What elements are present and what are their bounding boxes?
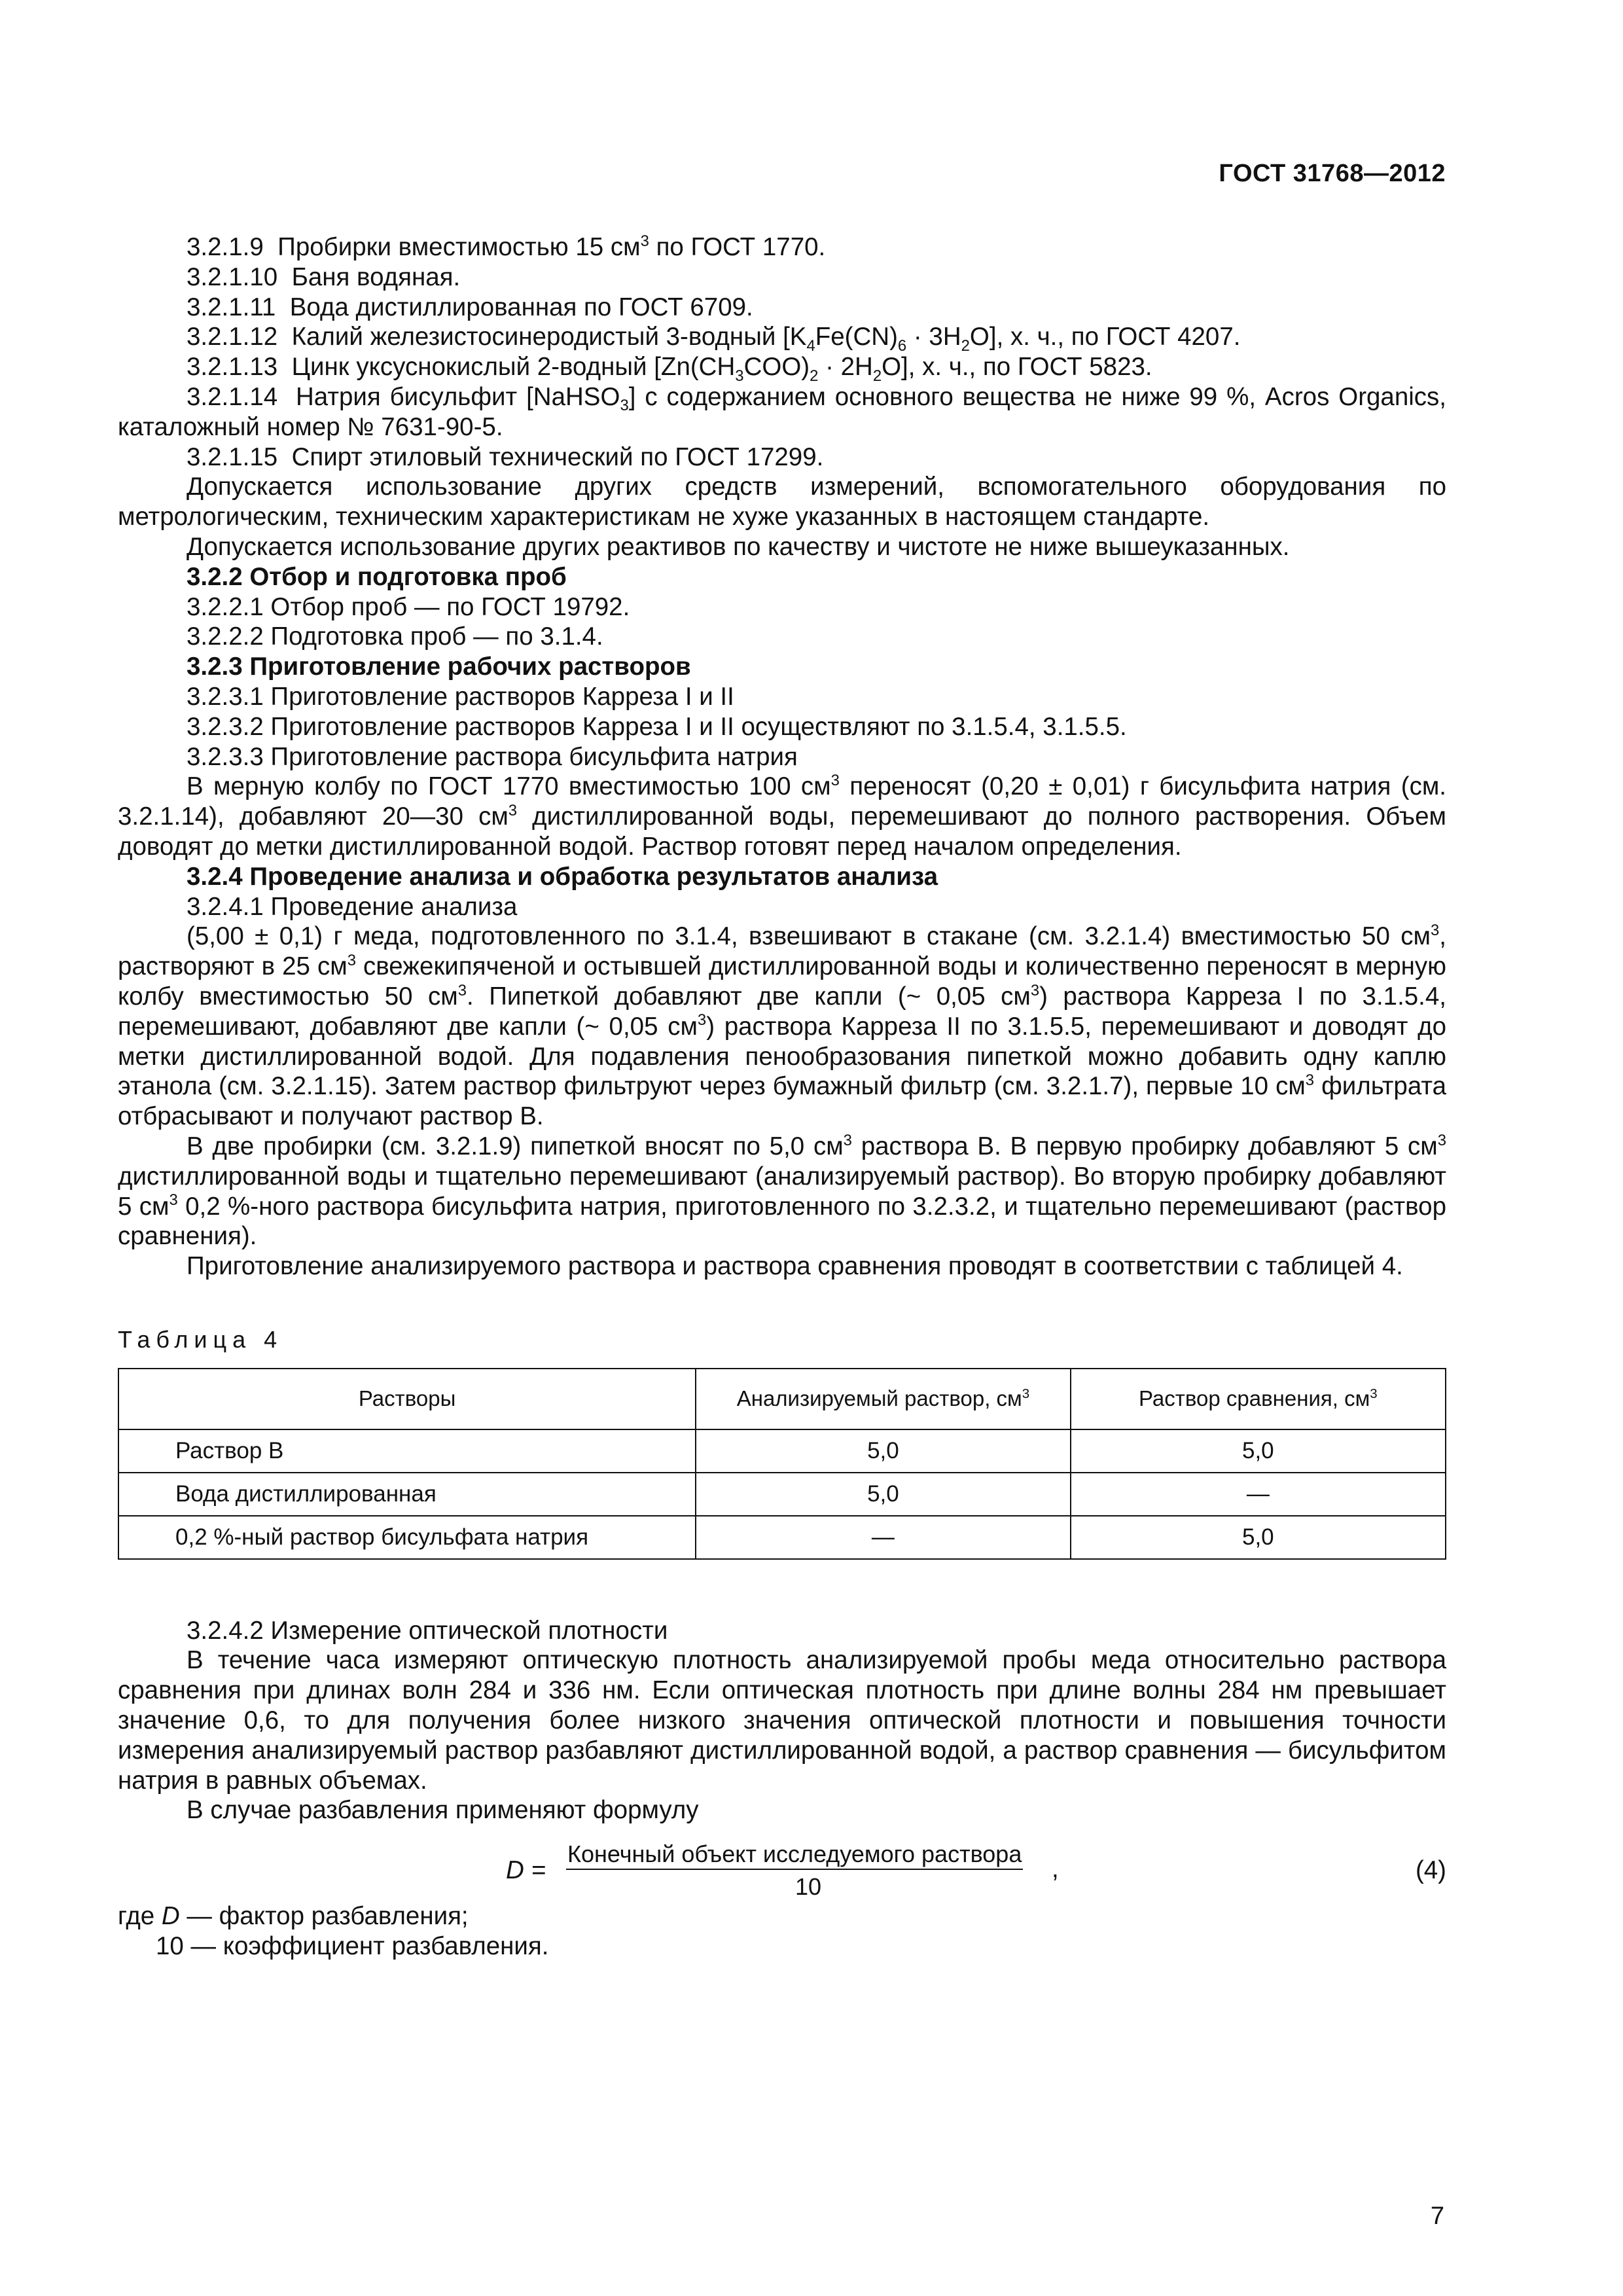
page-number: 7 [1430, 2202, 1444, 2230]
table-cell: 5,0 [696, 1473, 1070, 1516]
table-cell: Раствор В [118, 1429, 696, 1473]
table-cell: 5,0 [1071, 1429, 1446, 1473]
document-header: ГОСТ 31768—2012 [1219, 160, 1446, 187]
formula-4 [118, 1835, 1446, 1900]
page-content [118, 232, 1446, 1962]
item-3-2-3-1: 3.2.3.1 Приготовление растворов Карреза I и II [187, 682, 734, 711]
table-row [118, 1473, 1446, 1516]
item-3-2-1-13: 3.2.1.13 Цинк уксуснокислый 2-водный $[Zn(CH_3COO)_2 \cdot 2H_2O]$, х. ч., по ГОСТ 5823. [187, 353, 1152, 385]
section-heading-3-2-3: 3.2.3 Приготовление рабочих растворов [187, 653, 691, 681]
table-header-cell: Раствор сравнения, $см^3$ [1071, 1369, 1446, 1429]
table-cell: — [1071, 1473, 1446, 1516]
item-3-2-1-15: 3.2.1.15 Спирт этиловый технический по ГОСТ 17299. [187, 442, 824, 471]
paragraph-formula-intro: В случае разбавления применяют формулу [187, 1796, 699, 1825]
section-heading-3-2-2: 3.2.2 Отбор и подготовка проб [187, 562, 567, 591]
table-cell: 5,0 [1071, 1516, 1446, 1559]
paragraph-bisulfite-prep: В мерную колбу по ГОСТ 1770 вместимостью 100 $см^3$ переносят (0,20 ± 0,01) г бисульфита натрия (см. 3.2.1.14), добавляют 20—30 $см^3$ дистиллированной воды, перемешивают до полного растворения. Объем доводят до метки дистиллированной водой. Раствор готовят перед началом определения. [118, 772, 1447, 861]
item-3-2-1-11: 3.2.1.11 Вода дистиллированная по ГОСТ 6709. [187, 293, 753, 321]
table-cell: — [696, 1516, 1070, 1559]
item-3-2-2-1: 3.2.2.1 Отбор проб — по ГОСТ 19792. [187, 592, 630, 621]
item-3-2-4-1: 3.2.4.1 Проведение анализа [187, 892, 518, 921]
table-header-cell: Растворы [118, 1369, 696, 1429]
solutions-table [118, 1368, 1446, 1560]
paragraph-optical-density: В течение часа измеряют оптическую плотность анализируемой пробы меда относительно раствора сравнения при длинах волн 284 и 336 нм. Если оптическая плотность при длине волны 284 нм превышает значение 0,6, то для получения более низкого значения оптической плотности и повышения точности измерения анализируемый раствор разбавляют дистиллированной водой, а раствор сравнения — бисульфитом натрия в равных объемах. [118, 1646, 1446, 1795]
where-line-2: 10 — коэффициент разбавления. [156, 1932, 549, 1961]
table-row [118, 1516, 1446, 1559]
item-3-2-4-2: 3.2.4.2 Измерение оптической плотности [187, 1616, 668, 1645]
item-3-2-1-14: 3.2.1.14 Натрия бисульфит [NaHSO$_3$] с содержанием основного вещества не ниже 99 %, Acros Organics, каталожный номер № 7631-90-5. [118, 382, 1447, 441]
table-row [118, 1429, 1446, 1473]
where-line-1: где D — фактор разбавления; [118, 1902, 469, 1931]
table-cell: 5,0 [696, 1429, 1070, 1473]
formula-lhs: D = [506, 1856, 546, 1885]
table-header-cell: Анализируемый раствор, $см^3$ [696, 1369, 1070, 1429]
paragraph-table-ref: Приготовление анализируемого раствора и раствора сравнения проводят в соответствии с таблицей 4. [187, 1252, 1403, 1281]
formula-denominator: 10 [795, 1873, 822, 1901]
paragraph-analysis: (5,00 ± 0,1) г меда, подготовленного по 3.1.4, взвешивают в стакане (см. 3.2.1.4) вместимостью 50 $см^3$, растворяют в 25 $см^3$ свежекипяченой и остывшей дистиллированной воды и количественно переносят в мерную колбу вместимостью 50 $см^3$. Пипеткой добавляют две капли (~ 0,05 $см^3$) раствора Карреза I по 3.1.5.4, перемешивают, добавляют две капли (~ 0,05 $см^3$) раствора Карреза II по 3.1.5.5, перемешивают и доводят до метки дистиллированной водой. Для подавления пенообразования пипеткой можно добавить одну каплю этанола (см. 3.2.1.15). Затем раствор фильтруют через бумажный фильтр (см. 3.2.1.7), первые 10 $см^3$ фильтрата отбрасывают и получают раствор В. [118, 922, 1446, 1131]
formula-comma: , [1052, 1855, 1059, 1884]
formula-numerator: Конечный объект исследуемого раствора [566, 1841, 1023, 1870]
table-caption: Таблица 4 [118, 1325, 283, 1353]
item-3-2-1-9: 3.2.1.9 Пробирки вместимостью 15 $см^3$ по ГОСТ 1770. [187, 232, 826, 261]
section-heading-3-2-4: 3.2.4 Проведение анализа и обработка результатов анализа [187, 862, 938, 891]
table-header-row [118, 1369, 1446, 1429]
item-3-2-1-10: 3.2.1.10 Баня водяная. [187, 262, 461, 291]
item-3-2-2-2: 3.2.2.2 Подготовка проб — по 3.1.4. [187, 622, 603, 651]
item-3-2-3-3: 3.2.3.3 Приготовление раствора бисульфита натрия [187, 742, 798, 771]
item-3-2-1-12: 3.2.1.12 Калий железистосинеродистый 3-водный $[K_4Fe(CN)_6 \cdot 3H_2O]$, х. ч., по ГОСТ 4207. [187, 323, 1241, 355]
formula-number: (4) [1415, 1856, 1446, 1885]
paragraph-reagents: Допускается использование других реактивов по качеству и чистоте не ниже вышеуказанных. [187, 532, 1290, 561]
table-cell: Вода дистиллированная [118, 1473, 696, 1516]
paragraph-test-tubes: В две пробирки (см. 3.2.1.9) пипеткой вносят по 5,0 $см^3$ раствора В. В первую пробирку добавляют 5 $см^3$ дистиллированной воды и тщательно перемешивают (анализируемый раствор). Во вторую пробирку добавляют 5 $см^3$ 0,2 %-ного раствора бисульфита натрия, приготовленного по 3.2.3.2, и тщательно перемешивают (раствор сравнения). [118, 1131, 1446, 1251]
paragraph-equipment: Допускается использование других средств измерений, вспомогательного оборудования по метрологическим, техническим характеристикам не хуже указанных в настоящем стандарте. [118, 473, 1446, 531]
item-3-2-3-2: 3.2.3.2 Приготовление растворов Карреза I и II осуществляют по 3.1.5.4, 3.1.5.5. [187, 712, 1127, 741]
table-cell: 0,2 %-ный раствор бисульфата натрия [118, 1516, 696, 1559]
